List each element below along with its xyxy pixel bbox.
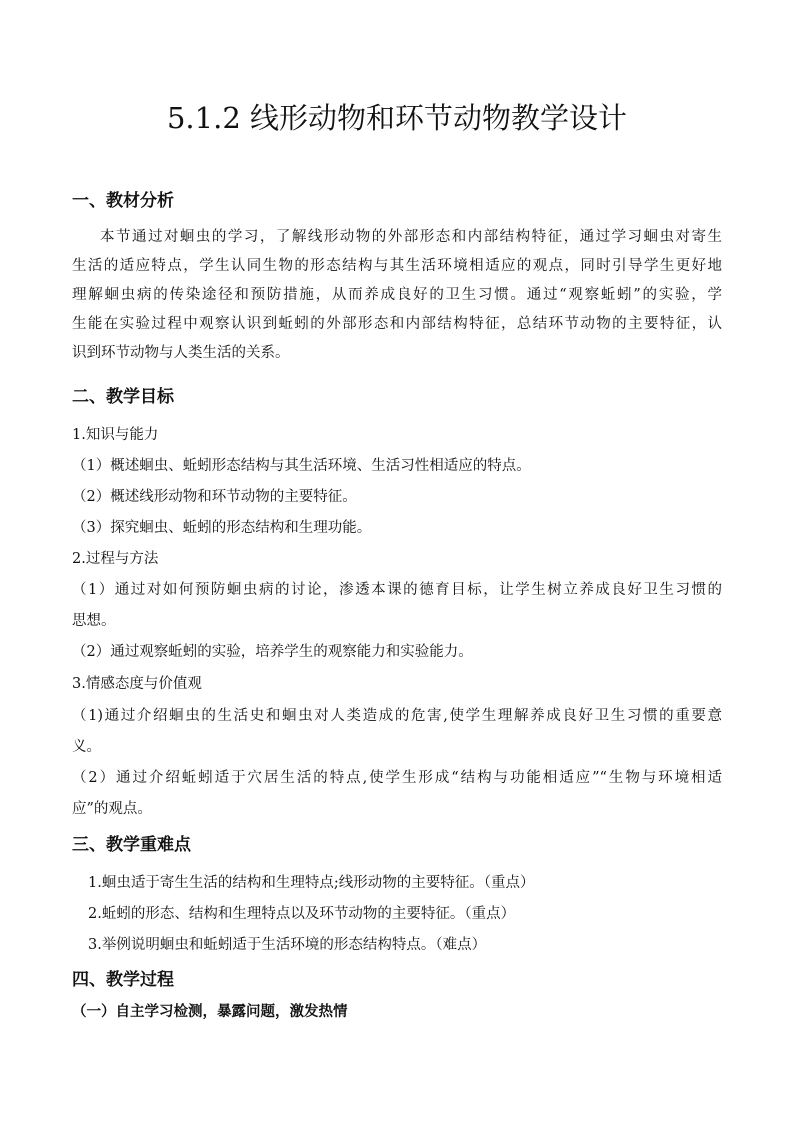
list-item-continuation: 应”的观点。 xyxy=(72,801,152,817)
list-item: （2）通过介绍蚯蚓适于穴居生活的特点,使学生形成“结构与功能相适应”“生物与环境相适 xyxy=(72,770,722,786)
section-heading-key-difficult-points: 三、教学重难点 xyxy=(72,835,191,855)
paragraph-line: 识到环节动物与人类生活的关系。 xyxy=(72,345,290,361)
list-item: （2）概述线形动物和环节动物的主要特征。 xyxy=(72,489,357,505)
list-item: 3.举例说明蛔虫和蚯蚓适于生活环境的形态结构特点。（难点） xyxy=(88,937,487,953)
paragraph-line: 生能在实验过程中观察认识到蚯蚓的外部形态和内部结构特征，总结环节动物的主要特征，认 xyxy=(72,316,722,332)
list-item-continuation: 义。 xyxy=(72,739,101,755)
paragraph-line: 生活的适应特点，学生认同生物的形态结构与其生活环境相适应的观点，同时引导学生更好地 xyxy=(72,258,722,274)
list-item-continuation: 思想。 xyxy=(72,613,116,629)
section-heading-teaching-objectives: 二、教学目标 xyxy=(72,387,174,407)
list-item: （1）概述蛔虫、蚯蚓形态结构与其生活环境、生活习性相适应的特点。 xyxy=(72,458,531,474)
list-item: （3）探究蛔虫、蚯蚓的形态结构和生理功能。 xyxy=(72,520,372,536)
list-item: 1.蛔虫适于寄生生活的结构和生理特点;线形动物的主要特征。（重点） xyxy=(88,875,535,891)
section-heading-textbook-analysis: 一、教材分析 xyxy=(72,191,174,211)
document-title: 5.1.2 线形动物和环节动物教学设计 xyxy=(166,101,627,135)
subheading-process-method: 2.过程与方法 xyxy=(72,551,159,567)
paragraph-line: 本节通过对蛔虫的学习，了解线形动物的外部形态和内部结构特征，通过学习蛔虫对寄生 xyxy=(100,229,722,245)
list-item: （2）通过观察蚯蚓的实验，培养学生的观察能力和实验能力。 xyxy=(72,644,473,660)
list-item: 2.蚯蚓的形态、结构和生理特点以及环节动物的主要特征。（重点） xyxy=(88,906,516,922)
section-heading-teaching-process: 四、教学过程 xyxy=(72,970,174,990)
subheading-emotion-values: 3.情感态度与价值观 xyxy=(72,676,202,692)
list-item: （1)通过介绍蛔虫的生活史和蛔虫对人类造成的危害,使学生理解养成良好卫生习惯的重要意 xyxy=(72,708,722,724)
list-item: （1）通过对如何预防蛔虫病的讨论，渗透本课的德育目标，让学生树立养成良好卫生习惯的 xyxy=(72,582,722,598)
subheading-knowledge-ability: 1.知识与能力 xyxy=(72,427,159,443)
subheading-self-study: （一）自主学习检测，暴露问题，激发热情 xyxy=(72,1004,348,1020)
paragraph-line: 理解蛔虫病的传染途径和预防措施，从而养成良好的卫生习惯。通过“观察蚯蚓”的实验，学 xyxy=(72,287,722,303)
